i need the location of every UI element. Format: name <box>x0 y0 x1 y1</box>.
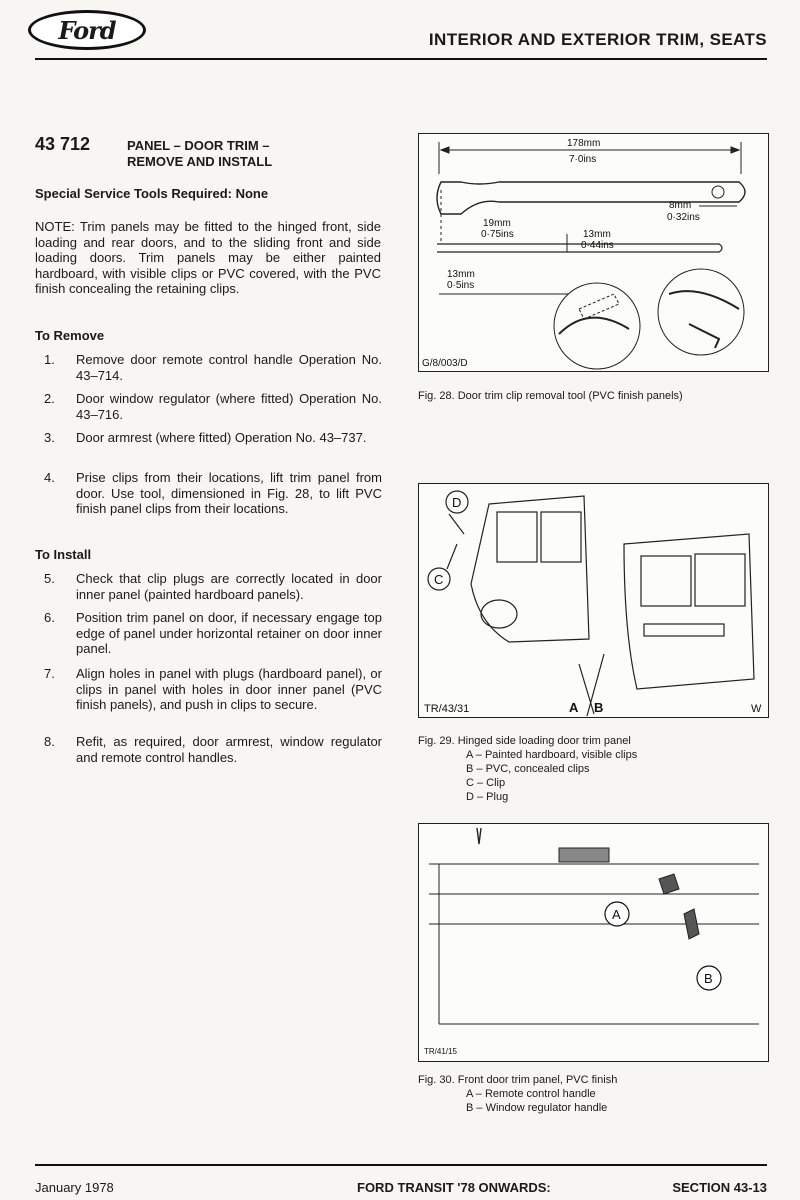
figure-ref: TR/43/31 <box>424 703 470 715</box>
footer-divider <box>35 1164 767 1166</box>
section-title-line2: REMOVE AND INSTALL <box>127 154 273 169</box>
step-text: Prise clips from their locations, lift trim panel from door. Use tool, dimensioned in Fig. 28, to lift PVC finish panel clips from their locations. <box>76 470 382 516</box>
step-number: 7. <box>44 666 55 681</box>
caption-item: B – PVC, concealed clips <box>466 763 590 775</box>
step-text: Align holes in panel with plugs (hardboard panel), or clips in panel with holes in door inner panel (PVC finish panels), and push in clips to secure. <box>76 666 382 712</box>
logo-text: Ford <box>58 15 116 45</box>
step-item <box>44 666 382 713</box>
step-text: Refit, as required, door armrest, window regulator and remote control handles. <box>76 734 382 765</box>
step-text: Door armrest (where fitted) Operation No. 43–737. <box>76 430 367 445</box>
step-item <box>44 352 382 383</box>
section-title <box>127 138 347 170</box>
step-number: 3. <box>44 430 55 445</box>
step-item <box>44 734 382 765</box>
callout-c: C <box>434 572 444 587</box>
caption-item: A – Painted hardboard, visible clips <box>466 749 638 761</box>
caption-title: Fig. 29. Hinged side loading door trim panel <box>418 735 631 747</box>
label-b: B <box>594 700 604 715</box>
section-number: 43 712 <box>35 134 91 154</box>
front-door-panel-drawing <box>419 824 768 1061</box>
step-item <box>44 610 382 657</box>
step-item <box>44 571 382 602</box>
step-number: 1. <box>44 352 55 367</box>
fig29-illustration <box>418 483 769 718</box>
to-remove-heading: To Remove <box>35 328 105 343</box>
step-number: 6. <box>44 610 55 625</box>
dim-label: 7·0ins <box>569 154 597 165</box>
fig29-caption <box>418 734 637 804</box>
label-w: W <box>751 703 762 715</box>
fig28-illustration <box>418 133 769 372</box>
dim-label: 19mm <box>483 218 511 229</box>
figure-ref: TR/41/15 <box>424 1047 457 1056</box>
callout-b: B <box>704 971 713 986</box>
dim-label: 0·5ins <box>447 280 475 291</box>
label-a: A <box>569 700 579 715</box>
caption-item: C – Clip <box>466 777 506 789</box>
header-divider <box>35 58 767 60</box>
step-item <box>44 391 382 422</box>
fig30-illustration <box>418 823 769 1062</box>
footer-date: January 1978 <box>35 1180 114 1195</box>
dim-label: 178mm <box>567 138 601 149</box>
step-text: Check that clip plugs are correctly located in door inner panel (painted hardboard panels). <box>76 571 382 602</box>
caption-item: A – Remote control handle <box>466 1088 596 1100</box>
callout-a: A <box>612 907 621 922</box>
step-text: Position trim panel on door, if necessary engage top edge of panel under horizontal retainer on door inner panel. <box>76 610 382 656</box>
note-paragraph: NOTE: Trim panels may be fitted to the hinged front, side loading and rear doors, and to the sliding front and side loading doors. Trim panels may be either painted hardboard, with visible clips or PVC covered, with the PVC finish concealing the retaining clips. <box>35 219 381 296</box>
step-number: 4. <box>44 470 55 485</box>
dim-label: 8mm <box>669 200 692 211</box>
fig30-caption <box>418 1073 617 1115</box>
step-item <box>44 430 382 446</box>
tools-required: Special Service Tools Required: None <box>35 186 269 201</box>
footer-section: SECTION 43-13 <box>672 1180 767 1195</box>
clip-removal-tool-drawing <box>419 134 768 371</box>
dim-label: 13mm <box>583 229 611 240</box>
caption-title: Fig. 30. Front door trim panel, PVC finish <box>418 1074 618 1086</box>
dim-label: 13mm <box>447 269 475 280</box>
callout-d: D <box>452 495 462 510</box>
ford-logo <box>28 10 146 50</box>
door-trim-panel-drawing <box>419 484 768 717</box>
step-text: Door window regulator (where fitted) Operation No. 43–716. <box>76 391 382 422</box>
section-title-line1: PANEL – DOOR TRIM – <box>127 138 270 153</box>
dim-label: 0·32ins <box>667 212 700 223</box>
caption-item: B – Window regulator handle <box>466 1102 608 1114</box>
step-item <box>44 470 382 517</box>
to-install-heading: To Install <box>35 547 92 562</box>
footer-model: FORD TRANSIT '78 ONWARDS: <box>357 1180 551 1195</box>
step-text: Remove door remote control handle Operation No. 43–714. <box>76 352 382 383</box>
figure-ref: G/8/003/D <box>422 358 468 369</box>
caption-item: D – Plug <box>466 791 509 803</box>
dim-label: 0·44ins <box>581 240 614 251</box>
page-header-title: INTERIOR AND EXTERIOR TRIM, SEATS <box>428 30 767 49</box>
fig28-caption: Fig. 28. Door trim clip removal tool (PVC finish panels) <box>418 390 683 402</box>
step-number: 2. <box>44 391 55 406</box>
step-number: 8. <box>44 734 55 749</box>
step-number: 5. <box>44 571 55 586</box>
dim-label: 0·75ins <box>481 229 514 240</box>
